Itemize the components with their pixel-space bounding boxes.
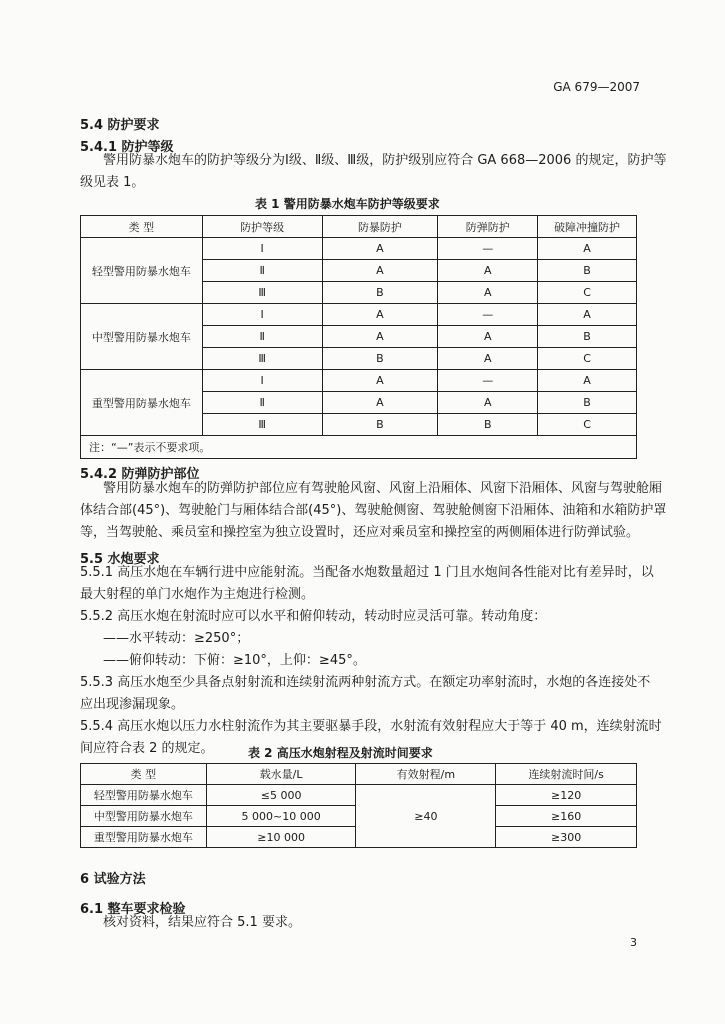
ram-cell: B xyxy=(538,260,637,282)
ram-cell: B xyxy=(538,326,637,348)
section-5-5-2-item2: ——俯仰转动：下俯：≥10°，上仰：≥45°。 xyxy=(103,653,366,668)
table-row xyxy=(81,238,637,260)
vehicle-type-cell: 轻型警用防暴水炮车 xyxy=(81,238,203,304)
section-5-5-2-line: 5.5.2 高压水炮在射流时应可以水平和俯仰转动，转动时应灵活可靠。转动角度： xyxy=(80,609,547,624)
ram-cell: B xyxy=(538,392,637,414)
level-cell: Ⅱ xyxy=(202,326,322,348)
ballistic-cell: — xyxy=(438,238,538,260)
section-6-1-title: 6.1 整车要求检验 xyxy=(80,902,186,917)
level-cell: Ⅲ xyxy=(202,414,322,436)
ballistic-cell: A xyxy=(438,348,538,370)
riot-cell: B xyxy=(322,348,438,370)
section-5-5-2-item1: ——水平转动：≥250°； xyxy=(103,631,250,646)
table-row xyxy=(81,785,637,806)
section-5-5-4-line1: 5.5.4 高压水炮以压力水柱射流作为其主要驱暴手段，水射流有效射程应大于等于 40 m，连续射流时 xyxy=(80,719,662,734)
vehicle-type-cell: 轻型警用防暴水炮车 xyxy=(81,785,207,806)
ram-cell: C xyxy=(538,414,637,436)
table-note: 注：“—”表示不要求项。 xyxy=(81,436,637,459)
level-cell: Ⅲ xyxy=(202,348,322,370)
page-number: 3 xyxy=(630,936,637,949)
level-cell: Ⅰ xyxy=(202,370,322,392)
ram-cell: C xyxy=(538,282,637,304)
level-cell: Ⅱ xyxy=(202,392,322,414)
level-cell: Ⅰ xyxy=(202,238,322,260)
riot-cell: B xyxy=(322,414,438,436)
section-5-4-title: 5.4 防护要求 xyxy=(80,118,160,133)
section-5-4-2-line2: 体结合部(45°)、驾驶舱门与厢体结合部(45°)、驾驶舱侧窗、驾驶舱侧窗下沿厢体、油箱和水箱防护罩 xyxy=(80,503,667,518)
riot-cell: A xyxy=(322,370,438,392)
capacity-cell: ≤5 000 xyxy=(206,785,356,806)
section-5-5-1-line2: 最大射程的单门水炮作为主炮进行检测。 xyxy=(80,587,315,602)
table2-caption: 表 2 高压水炮射程及射流时间要求 xyxy=(248,746,433,760)
section-5-5-title: 5.5 水炮要求 xyxy=(80,552,160,567)
header-capacity: 载水量/L xyxy=(206,764,356,785)
ram-cell: C xyxy=(538,348,637,370)
ballistic-cell: A xyxy=(438,326,538,348)
ballistic-cell: A xyxy=(438,282,538,304)
level-cell: Ⅰ xyxy=(202,304,322,326)
table-header-row xyxy=(81,216,637,238)
section-5-4-2-line3: 等，当驾驶舱、乘员室和操控室为独立设置时，还应对乘员室和操控室的两侧厢体进行防弹试验。 xyxy=(80,525,640,540)
vehicle-type-cell: 重型警用防暴水炮车 xyxy=(81,827,207,848)
table-row xyxy=(81,304,637,326)
table-note-row xyxy=(81,436,637,459)
header-type: 类 型 xyxy=(81,764,207,785)
section-5-5-4-line2: 间应符合表 2 的规定。 xyxy=(80,741,214,756)
standard-code: GA 679—2007 xyxy=(553,80,640,94)
riot-cell: A xyxy=(322,304,438,326)
ballistic-cell: B xyxy=(438,414,538,436)
riot-cell: A xyxy=(322,238,438,260)
time-cell: ≥120 xyxy=(496,785,637,806)
header-riot: 防暴防护 xyxy=(322,216,438,238)
vehicle-type-cell: 中型警用防暴水炮车 xyxy=(81,304,203,370)
header-range: 有效射程/m xyxy=(356,764,496,785)
section-5-4-1-para-line1: 警用防暴水炮车的防护等级分为Ⅰ级、Ⅱ级、Ⅲ级，防护级别应符合 GA 668—2006 的规定，防护等 xyxy=(103,153,667,168)
section-5-5-1-line1: 5.5.1 高压水炮在车辆行进中应能射流。当配备水炮数量超过 1 门且水炮间各性能对比有差异时，以 xyxy=(80,565,654,580)
section-6-title: 6 试验方法 xyxy=(80,872,146,887)
riot-cell: B xyxy=(322,282,438,304)
header-level: 防护等级 xyxy=(202,216,322,238)
ballistic-cell: A xyxy=(438,260,538,282)
section-5-4-2-line1: 警用防暴水炮车的防弹防护部位应有驾驶舱风窗、风窗上沿厢体、风窗下沿厢体、风窗与驾驶舱厢 xyxy=(103,481,663,496)
header-ram: 破障冲撞防护 xyxy=(538,216,637,238)
capacity-cell: 5 000~10 000 xyxy=(206,806,356,827)
riot-cell: A xyxy=(322,260,438,282)
time-cell: ≥300 xyxy=(496,827,637,848)
ram-cell: A xyxy=(538,238,637,260)
riot-cell: A xyxy=(322,392,438,414)
protection-level-table xyxy=(80,215,637,459)
header-ballistic: 防弹防护 xyxy=(438,216,538,238)
vehicle-type-cell: 重型警用防暴水炮车 xyxy=(81,370,203,436)
table-row xyxy=(81,370,637,392)
ballistic-cell: — xyxy=(438,304,538,326)
header-time: 连续射流时间/s xyxy=(496,764,637,785)
section-5-5-3-line2: 应出现渗漏现象。 xyxy=(80,697,185,712)
level-cell: Ⅱ xyxy=(202,260,322,282)
ram-cell: A xyxy=(538,304,637,326)
table1-caption: 表 1 警用防暴水炮车防护等级要求 xyxy=(255,197,440,211)
range-cell: ≥40 xyxy=(356,785,496,848)
capacity-cell: ≥10 000 xyxy=(206,827,356,848)
section-5-4-2-title: 5.4.2 防弹防护部位 xyxy=(80,467,200,482)
ballistic-cell: — xyxy=(438,370,538,392)
section-6-1-para: 核对资料，结果应符合 5.1 要求。 xyxy=(103,915,301,930)
ram-cell: A xyxy=(538,370,637,392)
level-cell: Ⅲ xyxy=(202,282,322,304)
range-time-table xyxy=(80,763,637,848)
time-cell: ≥160 xyxy=(496,806,637,827)
ballistic-cell: A xyxy=(438,392,538,414)
vehicle-type-cell: 中型警用防暴水炮车 xyxy=(81,806,207,827)
section-5-5-3-line1: 5.5.3 高压水炮至少具备点射射流和连续射流两种射流方式。在额定功率射流时，水炮的各连接处不 xyxy=(80,675,651,690)
header-type: 类 型 xyxy=(81,216,203,238)
section-5-4-1-para-line2: 级见表 1。 xyxy=(80,175,145,190)
section-5-4-1-title: 5.4.1 防护等级 xyxy=(80,140,174,155)
riot-cell: A xyxy=(322,326,438,348)
table-header-row xyxy=(81,764,637,785)
